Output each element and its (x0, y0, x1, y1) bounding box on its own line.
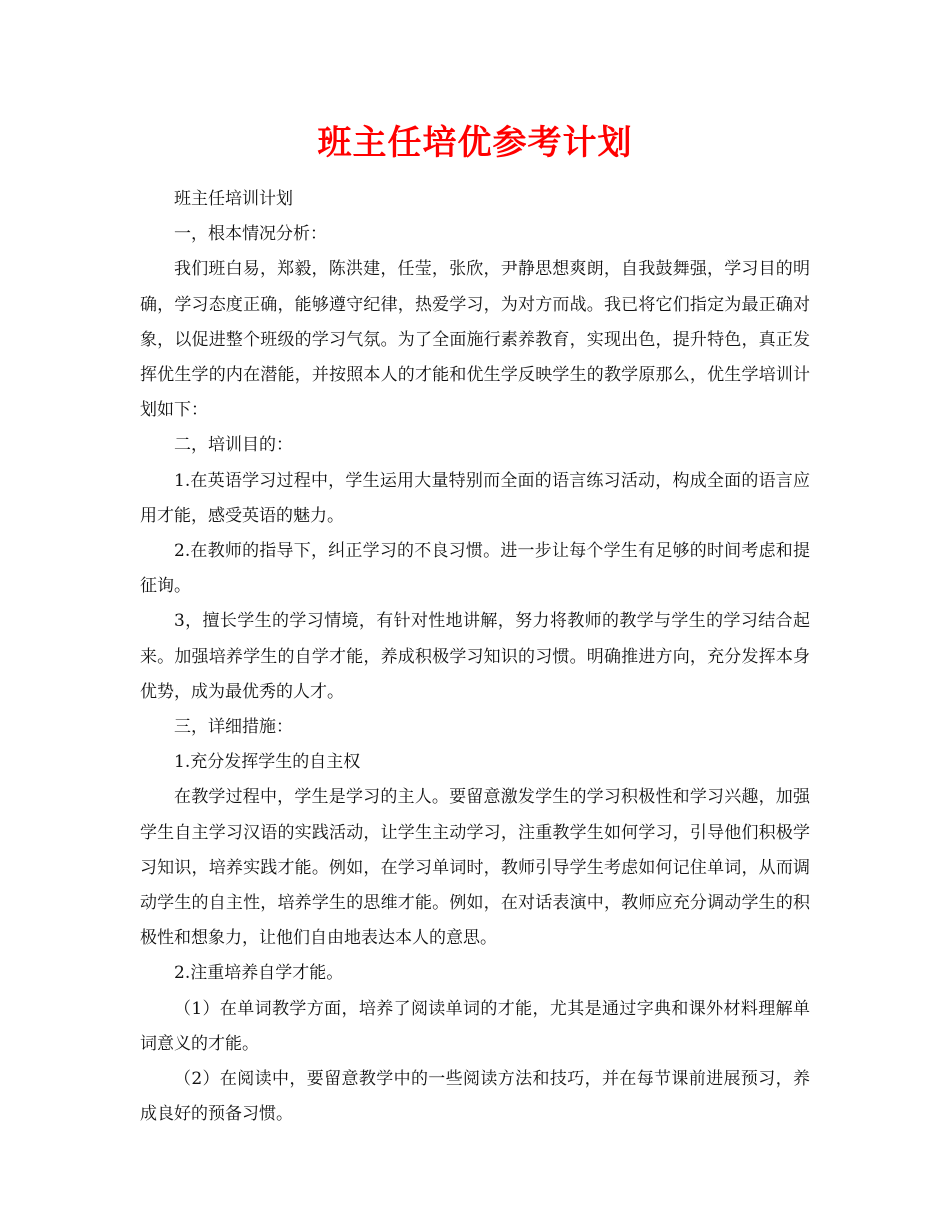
document-title: 班主任培优参考计划 (317, 123, 633, 163)
paragraph: 班主任培训计划 (174, 189, 293, 209)
paragraph: 我们班白易，郑毅，陈洪建，任莹，张欣，尹静思想爽朗，自我鼓舞强，学习目的明确，学习态度正确，能够遵守纪律，热爱学习，为对方而战。我已将它们指定为最正确对象，以促进整个班级的学习气氛。为了全面施行素养教育，实现出色，提升特色，真正发挥优生学的内在潜能，并按照本人的才能和优生学反映学生的教学原那么，优生学培训计划如下： (140, 259, 810, 421)
paragraph: 三，详细措施： (174, 717, 293, 738)
paragraph: 在教学过程中，学生是学习的主人。要留意激发学生的学习积极性和学习兴趣，加强学生自主学习汉语的实践活动，让学生主动学习，注重教学生如何学习，引导他们积极学习知识，培养实践才能。例如，在学习单词时，教师引导学生考虑如何记住单词，从而调动学生的自主性，培养学生的思维才能。例如，在对话表演中，教师应充分调动学生的积极性和想象力，让他们自由地表达本人的意思。 (140, 787, 810, 949)
paragraph: 3，擅长学生的学习情境，有针对性地讲解，努力将教师的教学与学生的学习结合起来。加强培养学生的自学才能，养成积极学习知识的习惯。明确推进方向，充分发挥本身优势，成为最优秀的人才。 (140, 611, 810, 702)
document-body (140, 182, 810, 1132)
paragraph: 1.充分发挥学生的自主权 (174, 752, 361, 773)
paragraph: （2）在阅读中，要留意教学中的一些阅读方法和技巧，并在每节课前进展预习，养成良好的预备习惯。 (140, 1069, 810, 1125)
paragraph: 一，根本情况分析： (174, 224, 327, 245)
paragraph: 2.在教师的指导下，纠正学习的不良习惯。进一步让每个学生有足够的时间考虑和提征询。 (140, 541, 810, 597)
paragraph: 1.在英语学习过程中，学生运用大量特别而全面的语言练习活动，构成全面的语言应用才能，感受英语的魅力。 (140, 470, 810, 526)
paragraph: （1）在单词教学方面，培养了阅读单词的才能，尤其是通过字典和课外材料理解单词意义的才能。 (140, 998, 810, 1054)
paragraph: 2.注重培养自学才能。 (174, 963, 344, 984)
paragraph: 二，培训目的： (174, 435, 293, 456)
